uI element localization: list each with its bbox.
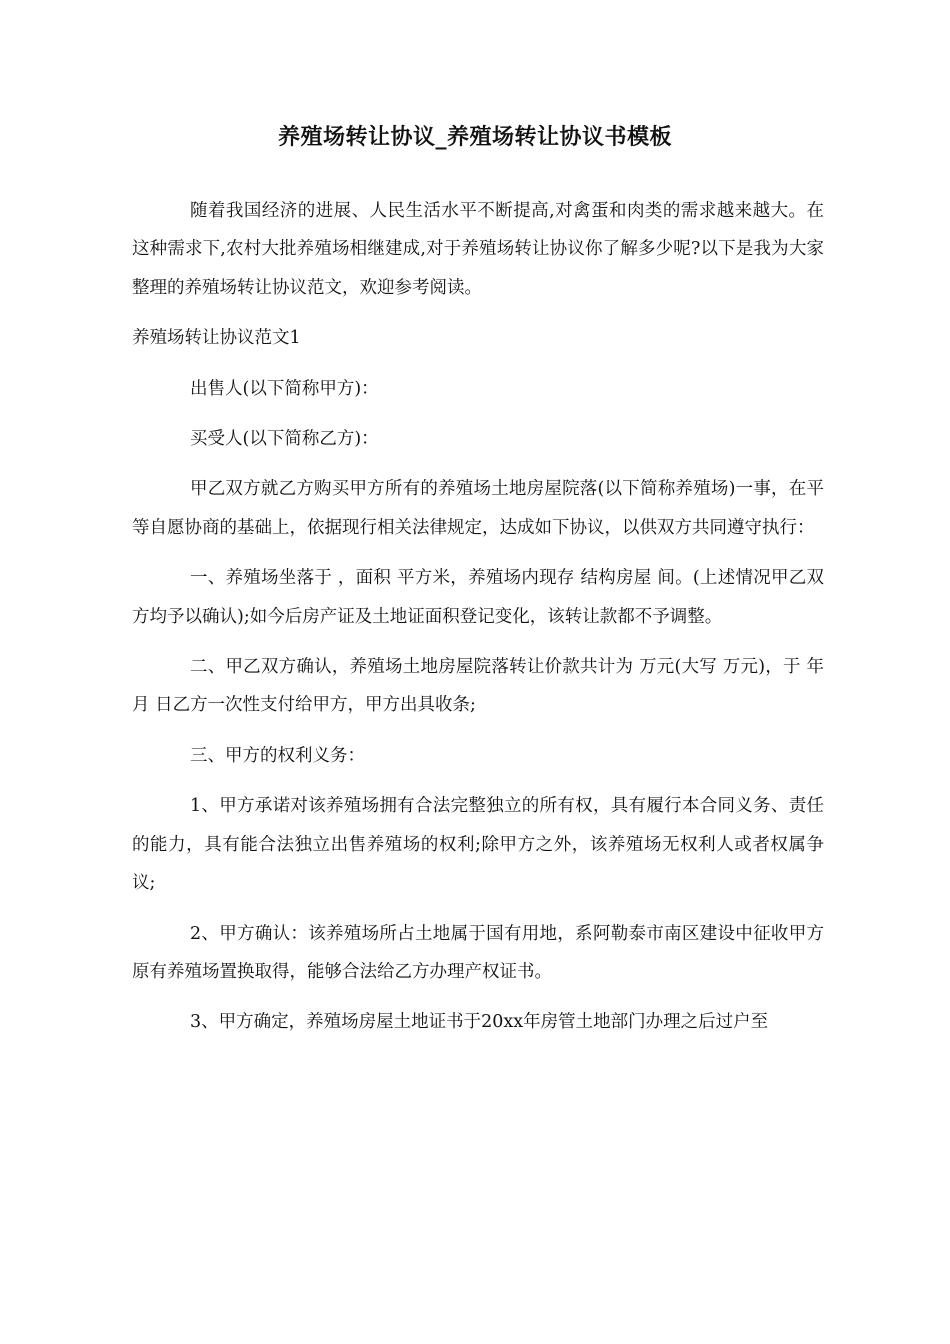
clause-3-item-1: 1、甲方承诺对该养殖场拥有合法完整独立的所有权，具有履行本合同义务、责任的能力，具有能合法独立出售养殖场的权利;除甲方之外，该养殖场无权利人或者权属争议; xyxy=(132,796,824,894)
clause-3-heading: 三、甲方的权利义务： xyxy=(190,745,365,766)
document-body xyxy=(132,192,824,1054)
buyer-line: 买受人(以下简称乙方)： xyxy=(190,429,379,450)
clause-2-paragraph: 二、甲乙双方确认，养殖场土地房屋院落转让价款共计为 万元(大写 万元)，于 年 月 日乙方一次性支付给甲方，甲方出具收条; xyxy=(132,657,824,716)
intro-paragraph: 随着我国经济的进展、人民生活水平不断提高,对禽蛋和肉类的需求越来越大。在这种需求下,农村大批养殖场相继建成,对于养殖场转让协议你了解多少呢?以下是我为大家整理的养殖场转让协议范文，欢迎参考阅读。 xyxy=(132,201,824,298)
clause-3-item-2: 2、甲方确认：该养殖场所占土地属于国有用地，系阿勒泰市南区建设中征收甲方原有养殖场置换取得，能够合法给乙方办理产权证书。 xyxy=(132,923,824,982)
clause-3-item-3: 3、甲方确定，养殖场房屋土地证书于20xx年房管土地部门办理之后过户至 xyxy=(190,1012,769,1033)
preamble-paragraph: 甲乙双方就乙方购买甲方所有的养殖场土地房屋院落(以下简称养殖场)一事，在平等自愿协商的基础上，依据现行相关法律规定，达成如下协议，以供双方共同遵守执行： xyxy=(132,479,824,538)
clause-1-paragraph: 一、养殖场坐落于 ，面积 平方米，养殖场内现存 结构房屋 间。(上述情况甲乙双方均予以确认);如今后房产证及土地证面积登记变化，该转让款都不予调整。 xyxy=(132,568,824,627)
document-title: 养殖场转让协议_养殖场转让协议书模板 xyxy=(277,125,672,150)
section-heading: 养殖场转让协议范文1 xyxy=(132,328,301,349)
seller-line: 出售人(以下简称甲方)： xyxy=(190,378,379,399)
